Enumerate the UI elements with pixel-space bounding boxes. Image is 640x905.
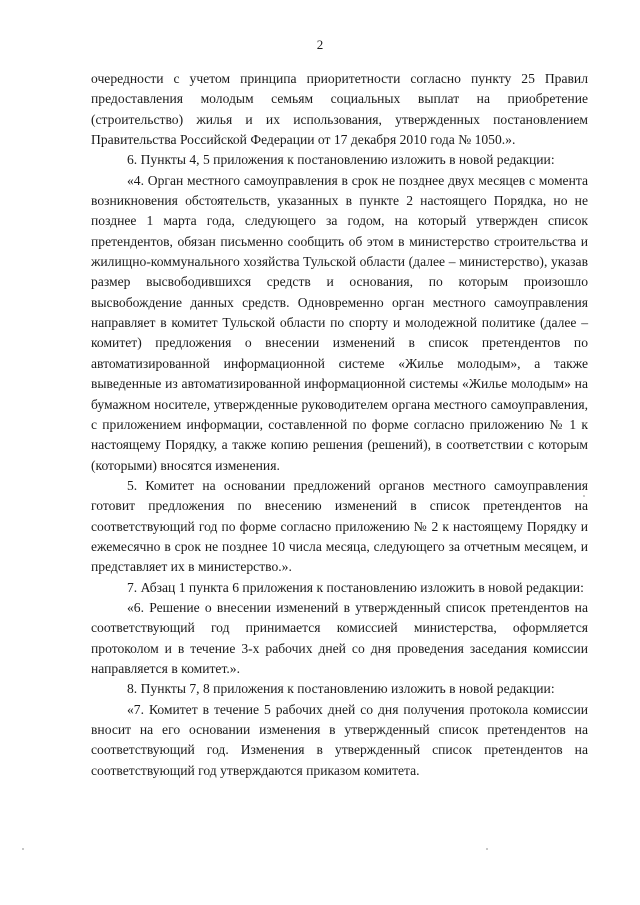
paragraph-clause-7: «7. Комитет в течение 5 рабочих дней со дня получения протокола комиссии вносит на его основании изменения в утвержденный список претендентов на соответствующий год. Изменения в утвержденный список претендентов на соответствующий год утверждаются приказом комитета. (91, 701, 588, 778)
paragraph-item-6: 6. Пункты 4, 5 приложения к постановлению изложить в новой редакции: (127, 152, 555, 168)
scan-speck (22, 848, 24, 850)
paragraph-item-7: 7. Абзац 1 пункта 6 приложения к постановлению изложить в новой редакции: (127, 579, 584, 595)
paragraph-clause-6: «6. Решение о внесении изменений в утвержденный список претендентов на соответствующий год принимается комиссией министерства, оформляется протоколом и в течение 3-х рабочих дней со дня проведения заседания комиссии направляется в комитет.». (91, 599, 588, 676)
scan-speck (486, 848, 488, 850)
paragraph-continuation: очередности с учетом принципа приоритетности согласно пункту 25 Правил предоставления молодым семьям социальных выплат на приобретение (строительство) жилья и их использования, утвержденных постановлением Правительства Российской Федерации от 17 декабря 2010 года № 1050.». (91, 71, 588, 148)
page-number: 2 (316, 37, 324, 52)
scan-speck (583, 495, 585, 497)
document-body (91, 69, 588, 781)
paragraph-item-8: 8. Пункты 7, 8 приложения к постановлению изложить в новой редакции: (127, 681, 555, 697)
paragraph-clause-5: 5. Комитет на основании предложений органов местного самоуправления готовит предложения по внесению изменений в список претендентов на соответствующий год по форме согласно приложению № 2 к настоящему Порядку и ежемесячно в срок не позднее 10 числа месяца, следующего за отчетным месяцем, и представляет их в министерство.». (91, 477, 588, 575)
paragraph-clause-4: «4. Орган местного самоуправления в срок не позднее двух месяцев с момента возникновения обстоятельств, указанных в пункте 2 настоящего Порядка, но не позднее 1 марта года, следующего за годом, на который утвержден список претендентов, обязан письменно сообщить об этом в министерство строительства и жилищно-коммунального хозяйства Тульской области (далее – министерство), указав размер высвободившихся средств и основания, по которым произошло высвобождение данных средств. Одновременно орган местного самоуправления направляет в комитет Тульской области по спорту и молодежной политике (далее – комитет) предложения о внесении изменений в список претендентов по автоматизированной информационной системе «Жилье молодым», а также выведенные из автоматизированной информационной системы «Жилье молодым» на бумажном носителе, утвержденные руководителем органа местного самоуправления, с приложением информации, составленной по форме согласно приложению № 1 к настоящему Порядку, а также копию решения (решений), в соответствии с которым (которыми) вносятся изменения. (91, 172, 588, 473)
